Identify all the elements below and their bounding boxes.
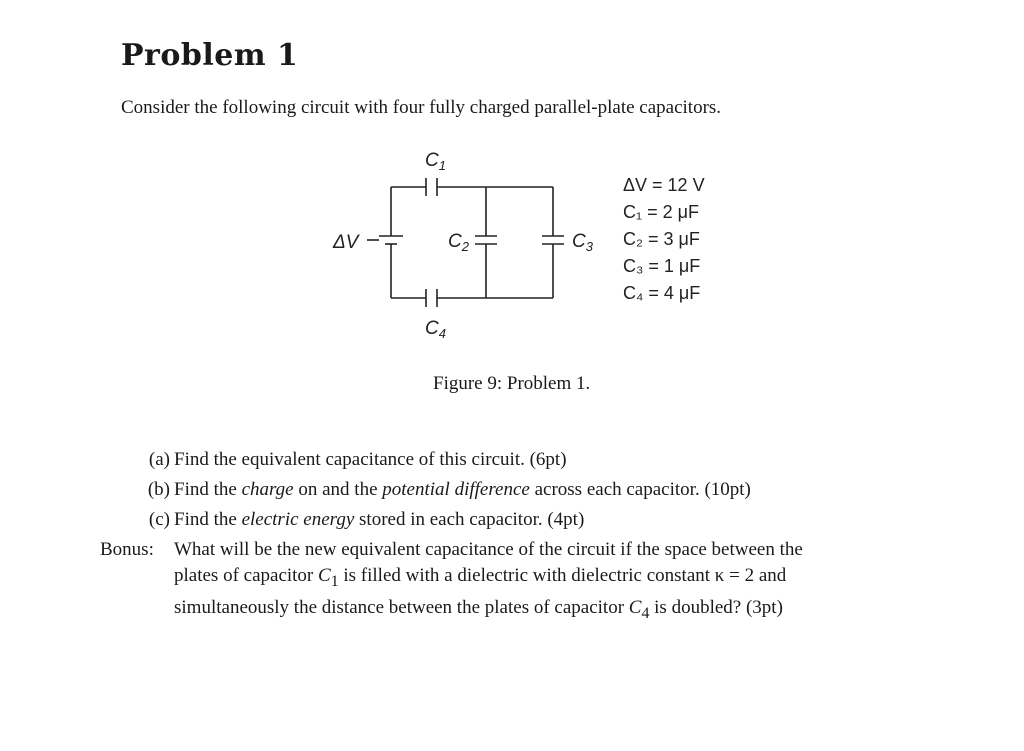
question-bonus-label: Bonus: [100,539,154,560]
value-delta-v: ΔV = 12 V [623,175,705,195]
label-c3: $C_3$ [572,231,593,254]
label-c1: $C_1$ [425,150,446,173]
problem-intro: Consider the following circuit with four fully charged parallel-plate capacitors. [121,97,722,118]
question-b-text: Find the charge on and the potential difference across each capacitor. (10pt) [174,479,751,500]
question-b-label: (b) [147,479,170,500]
question-list [100,447,960,631]
value-c1: C₁ = 2 μF [623,202,699,222]
problem-title: Problem 1 [121,38,299,73]
question-b [100,477,960,503]
circuit-values [623,175,705,303]
question-c [100,507,960,533]
question-a-text: Find the equivalent capacitance of this circuit. (6pt) [174,449,567,470]
question-bonus-text: What will be the new equivalent capacitance of the circuit if the space between the plates of capacitor $C_1$ is filled with a dielectric with dielectric constant κ = 2 and simultaneously the distance between the plates of capacitor $C_4$ is doubled? (3pt) [174,539,803,622]
figure-caption: Figure 9: Problem 1. [433,373,591,394]
question-c-text: Find the electric energy stored in each capacitor. (4pt) [174,509,585,530]
question-a-label: (a) [148,449,170,470]
label-c4: $C_4$ [425,318,446,341]
label-c2: $C_2$ [448,231,469,254]
value-c2: C₂ = 3 μF [623,229,700,249]
question-c-label: (c) [148,509,170,530]
label-delta-v: ΔV [333,232,359,253]
question-a [100,447,960,473]
value-c3: C₃ = 1 μF [623,256,701,276]
question-bonus [100,537,960,627]
value-c4: C₄ = 4 μF [623,283,701,303]
